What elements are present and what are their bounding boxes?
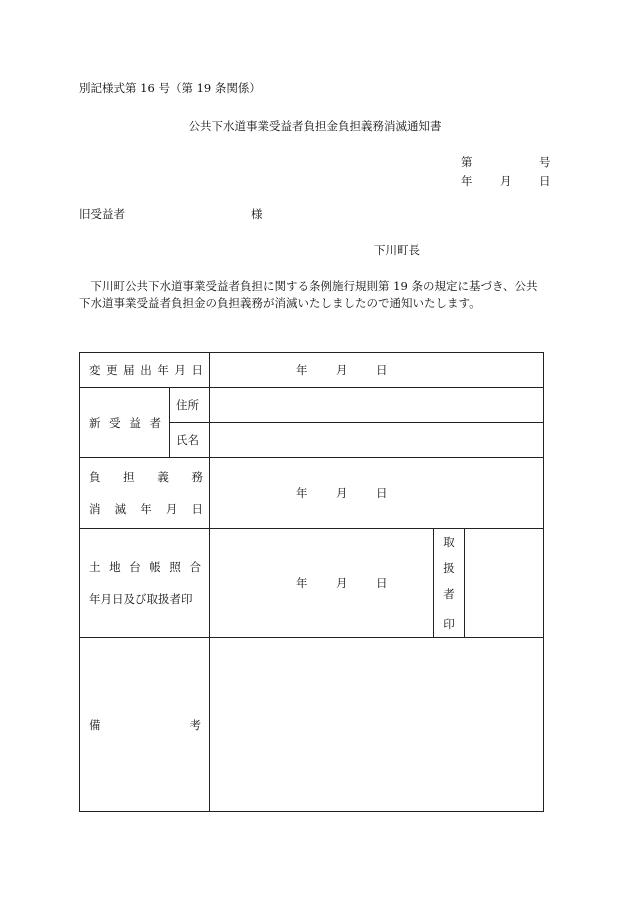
extinction-label-line2: 消 滅 年 月 日 [89,502,203,516]
recipient-label: 旧受益者 [79,207,125,221]
address-label: 住所 [170,388,210,423]
change-date-month: 月 [336,363,348,377]
change-date-year: 年 [296,363,308,377]
handler-seal-label-cell [434,529,465,638]
address-field[interactable] [210,388,544,423]
new-beneficiary-label-cell [80,388,170,458]
new-beneficiary-label: 新 受 益 者 [89,415,161,430]
new-beneficiary-address-row [80,388,544,423]
extinction-date-day: 日 [376,486,388,500]
notice-form-table [79,352,544,812]
change-date-row [80,353,544,388]
change-date-label: 変 更 届 出 年 月 日 [89,363,203,377]
issue-date-year: 年 [461,174,473,188]
ledger-label-cell [80,529,210,638]
extinction-label-cell [80,458,210,529]
form-number: 別記様式第 16 号（第 19 条関係） [79,81,261,95]
handler-seal-field[interactable] [465,529,544,638]
ledger-date-field[interactable] [210,529,434,638]
ledger-check-row [80,529,544,638]
extinction-date-month: 月 [336,486,348,500]
extinction-date-year: 年 [296,486,308,500]
issue-date-day: 日 [539,174,551,188]
number-prefix: 第 [461,155,473,169]
sender-label: 下川町長 [374,243,420,257]
name-field[interactable] [210,423,544,458]
seal-label: 印 [443,617,455,631]
number-suffix: 号 [539,155,551,169]
remarks-field[interactable] [210,638,544,812]
remarks-row [80,638,544,812]
ledger-date-year: 年 [296,576,308,590]
handler-label: 取 扱 者 [443,535,455,601]
ledger-date-month: 月 [336,576,348,590]
change-date-day: 日 [376,363,388,377]
name-label: 氏名 [170,423,210,458]
document-title: 公共下水道事業受益者負担金負担義務消滅通知書 [188,119,442,133]
change-date-field[interactable] [210,353,544,388]
ledger-label-line2: 年月日及び取扱者印 [89,592,193,606]
change-date-label-cell [80,353,210,388]
extinction-label-line1: 負 担 義 務 [89,470,203,484]
extinction-date-row [80,458,544,529]
ledger-date-day: 日 [376,576,388,590]
ledger-label-line1: 土 地 台 帳 照 合 [89,560,201,574]
notice-body: 下川町公共下水道事業受益者負担に関する条例施行規則第 19 条の規定に基づき、公共下水道事業受益者負担金の負担義務が消滅いたしましたので通知いたします。 [79,279,538,310]
recipient-honorific: 様 [251,207,263,221]
remarks-label-cell [80,638,210,812]
extinction-date-field[interactable] [210,458,544,529]
issue-date-month: 月 [500,174,512,188]
remarks-label: 備 考 [89,717,201,732]
